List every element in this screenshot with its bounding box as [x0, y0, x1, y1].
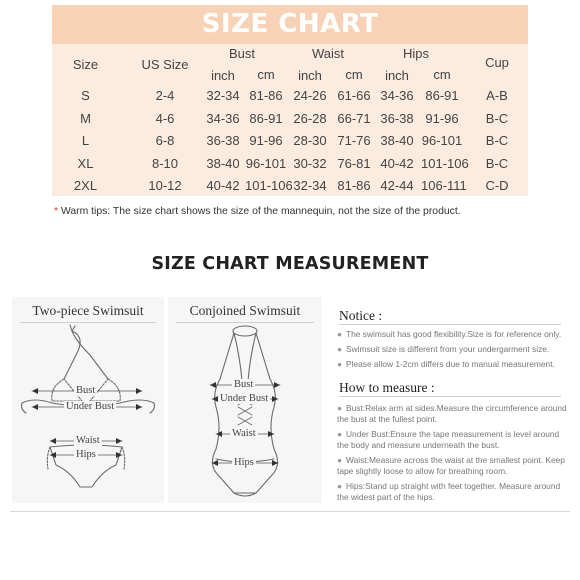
two-piece-title: Two-piece Swimsuit: [32, 303, 144, 318]
subheader-waist-inch: inch: [298, 68, 322, 83]
cell-waist-cm: 81-86: [337, 178, 371, 193]
cell-bust-inch: 40-42: [206, 178, 240, 193]
cell-size: L: [81, 133, 90, 148]
cell-bust-cm: 96-101: [245, 155, 287, 171]
note-text: Please allow 1-2cm differs due to manual measurement.: [346, 359, 555, 369]
conjoined-title: Conjoined Swimsuit: [189, 303, 301, 318]
cell-waist-cm: 61-66: [337, 88, 371, 103]
warm-tip-text: Warm tips: The size chart shows the size of the mannequin, not the size of the product.: [60, 206, 461, 217]
cell-waist-cm: 71-76: [337, 133, 371, 148]
cell-size: M: [80, 110, 91, 126]
note-text: The swimsuit has good flexibility.Size is for reference only.: [346, 329, 562, 339]
warm-tip-star: *: [54, 206, 59, 217]
cell-hips-cm: 101-106: [421, 155, 469, 171]
cell-bust-cm: 101-106: [245, 178, 293, 193]
two-piece-bust-label: Bust: [76, 385, 96, 396]
header-hips: Hips: [402, 46, 429, 61]
cell-cup: B-C: [485, 133, 509, 148]
note-text: Bust:Relax arm at sides.Measure the circumference around the bust at the fullest point.: [337, 403, 567, 424]
cell-cup: B-C: [485, 155, 509, 171]
cell-waist-inch: 24-26: [293, 88, 327, 103]
cell-size: 2XL: [73, 178, 98, 193]
conjoined-waist-label: Waist: [232, 428, 256, 439]
howto-item: [337, 429, 569, 451]
notice-item: [337, 359, 569, 370]
bullet-icon: ●: [337, 403, 343, 413]
cell-us-size: 2-4: [155, 88, 175, 103]
cell-hips-inch: 42-44: [380, 178, 414, 193]
note-text: Hips:Stand up straight with feet together. Measure around the widest part of the hips.: [337, 481, 561, 502]
cell-waist-inch: 30-32: [293, 155, 327, 171]
warm-tip: [54, 206, 461, 217]
conjoined-bust-label: Bust: [234, 379, 254, 390]
conjoined-panel: [168, 297, 322, 503]
bullet-icon: ●: [337, 344, 343, 354]
cell-hips-inch: 40-42: [380, 155, 414, 171]
subheader-hips-inch: inch: [385, 68, 409, 83]
bullet-icon: ●: [337, 429, 343, 439]
subheader-hips-cm: cm: [433, 67, 451, 82]
cell-bust-cm: 86-91: [249, 110, 283, 126]
cell-bust-inch: 32-34: [206, 88, 240, 103]
cell-us-size: 6-8: [155, 133, 175, 148]
cell-cup: B-C: [485, 110, 509, 126]
note-text: Under Bust:Ensure the tape measurement is level around the body and measure underneath the bust.: [337, 429, 560, 450]
cell-cup: C-D: [485, 178, 509, 193]
cell-waist-cm: 76-81: [337, 155, 371, 171]
two-piece-swimsuit-illustration: [12, 297, 164, 503]
bullet-icon: ●: [337, 481, 343, 491]
two-piece-under-bust-label: Under Bust: [66, 401, 115, 412]
bullet-icon: ●: [337, 329, 343, 339]
cell-bust-inch: 36-38: [206, 133, 240, 148]
cell-waist-inch: 32-34: [293, 178, 327, 193]
cell-hips-cm: 91-96: [425, 110, 459, 126]
header-bust: Bust: [228, 46, 255, 61]
cell-waist-inch: 28-30: [293, 133, 327, 148]
cell-hips-inch: 38-40: [380, 133, 414, 148]
conjoined-hips-label: Hips: [234, 457, 254, 468]
cell-bust-inch: 38-40: [206, 155, 240, 171]
cell-size: XL: [77, 155, 94, 171]
notice-heading: Notice :: [339, 308, 383, 323]
cell-bust-inch: 34-36: [206, 110, 240, 126]
notice-item: [337, 329, 569, 340]
cell-bust-cm: 81-86: [249, 88, 283, 103]
notice-item: [337, 344, 569, 355]
cell-bust-cm: 91-96: [249, 133, 283, 148]
howto-item: [337, 403, 569, 425]
howto-item: [337, 481, 569, 503]
two-piece-panel: [12, 297, 164, 503]
cell-hips-cm: 86-91: [425, 88, 459, 103]
header-waist: Waist: [311, 46, 345, 61]
note-text: Waist:Measure across the waist at the smallest point. Keep tape slightly loose to allow for breathing room.: [337, 455, 565, 476]
size-chart-table: [52, 44, 528, 196]
two-piece-hips-label: Hips: [76, 449, 96, 460]
measurement-title: SIZE CHART MEASUREMENT: [151, 254, 429, 274]
bottom-divider: [10, 511, 570, 512]
measurement-notes: [329, 297, 569, 503]
cell-us-size: 4-6: [155, 110, 175, 126]
cell-hips-inch: 34-36: [380, 88, 414, 103]
bullet-icon: ●: [337, 455, 343, 465]
subheader-bust-cm: cm: [257, 67, 275, 82]
cell-hips-inch: 36-38: [380, 110, 414, 126]
subheader-waist-cm: cm: [345, 67, 363, 82]
cell-hips-cm: 106-111: [421, 178, 467, 193]
header-cup: Cup: [485, 55, 509, 70]
note-text: Swimsuit size is different from your undergarment size.: [346, 344, 550, 354]
cell-us-size: 8-10: [151, 155, 179, 171]
two-piece-waist-label: Waist: [76, 435, 100, 446]
cell-us-size: 10-12: [148, 178, 182, 193]
header-size: Size: [72, 57, 99, 72]
header-us-size: US Size: [141, 57, 189, 72]
howto-item: [337, 455, 569, 477]
bullet-icon: ●: [337, 359, 343, 369]
notice-rule: [339, 324, 561, 325]
cell-cup: A-B: [486, 88, 508, 103]
cell-size: S: [81, 88, 90, 103]
cell-waist-cm: 66-71: [337, 110, 371, 126]
cell-hips-cm: 96-101: [421, 133, 463, 148]
size-chart-title: SIZE CHART: [52, 5, 528, 44]
subheader-bust-inch: inch: [211, 68, 235, 83]
how-to-rule: [339, 396, 561, 397]
cell-waist-inch: 26-28: [293, 110, 327, 126]
conjoined-under-bust-label: Under Bust: [220, 393, 269, 404]
how-to-heading: How to measure :: [339, 380, 435, 395]
